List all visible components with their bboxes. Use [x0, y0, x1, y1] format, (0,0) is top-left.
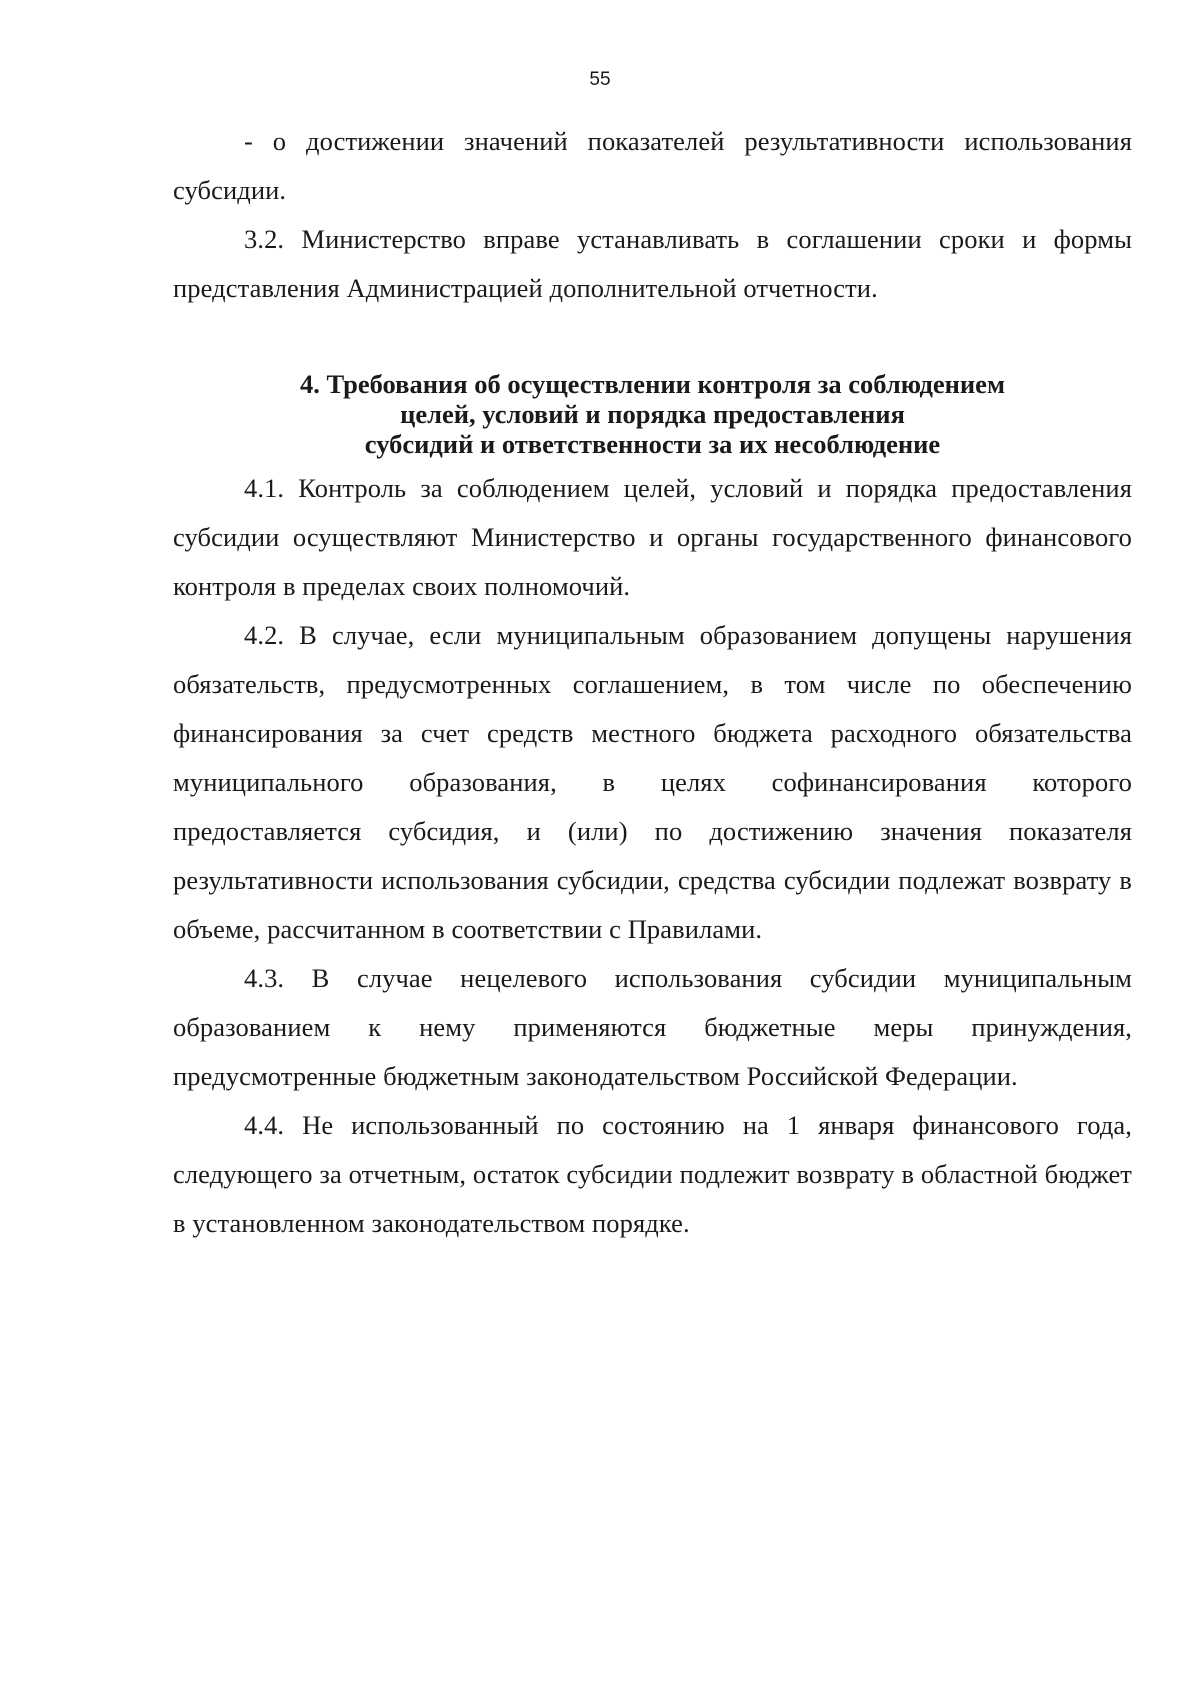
paragraph-results-indicators: - о достижении значений показателей результативности использования субсидии. — [173, 126, 1132, 205]
section-4-heading-line: субсидий и ответственности за их несоблюдение — [364, 429, 941, 459]
paragraph-4-4: 4.4. Не использованный по состоянию на 1 января финансового года, следующего за отчетным, остаток субсидии подлежит возврату в областной бюджет в установленном законодательством порядке. — [173, 1110, 1132, 1238]
paragraph-3-2: 3.2. Министерство вправе устанавливать в соглашении сроки и формы представления Администрацией дополнительной отчетности. — [173, 224, 1132, 303]
paragraph-4-3: 4.3. В случае нецелевого использования субсидии муниципальным образованием к нему применяются бюджетные меры принуждения, предусмотренные бюджетным законодательством Российской Федерации. — [173, 963, 1132, 1091]
section-4-heading-line: целей, условий и порядка предоставления — [400, 399, 905, 429]
paragraph-4-2: 4.2. В случае, если муниципальным образованием допущены нарушения обязательств, предусмотренных соглашением, в том числе по обеспечению финансирования за счет средств местного бюджета расходного обязательства муниципального образования, в целях софинансирования которого предоставляется субсидия, и (или) по достижению значения показателя результативности использования субсидии, средства субсидии подлежат возврату в объеме, рассчитанном в соответствии с Правилами. — [173, 620, 1132, 944]
document-body — [173, 117, 1132, 1248]
section-4-heading — [173, 369, 1132, 459]
section-4-heading-line: 4. Требования об осуществлении контроля за соблюдением — [299, 369, 1005, 399]
paragraph-4-1: 4.1. Контроль за соблюдением целей, условий и порядка предоставления субсидии осуществляют Министерство и органы государственного финансового контроля в пределах своих полномочий. — [173, 473, 1132, 601]
page-number: 55 — [589, 69, 611, 90]
